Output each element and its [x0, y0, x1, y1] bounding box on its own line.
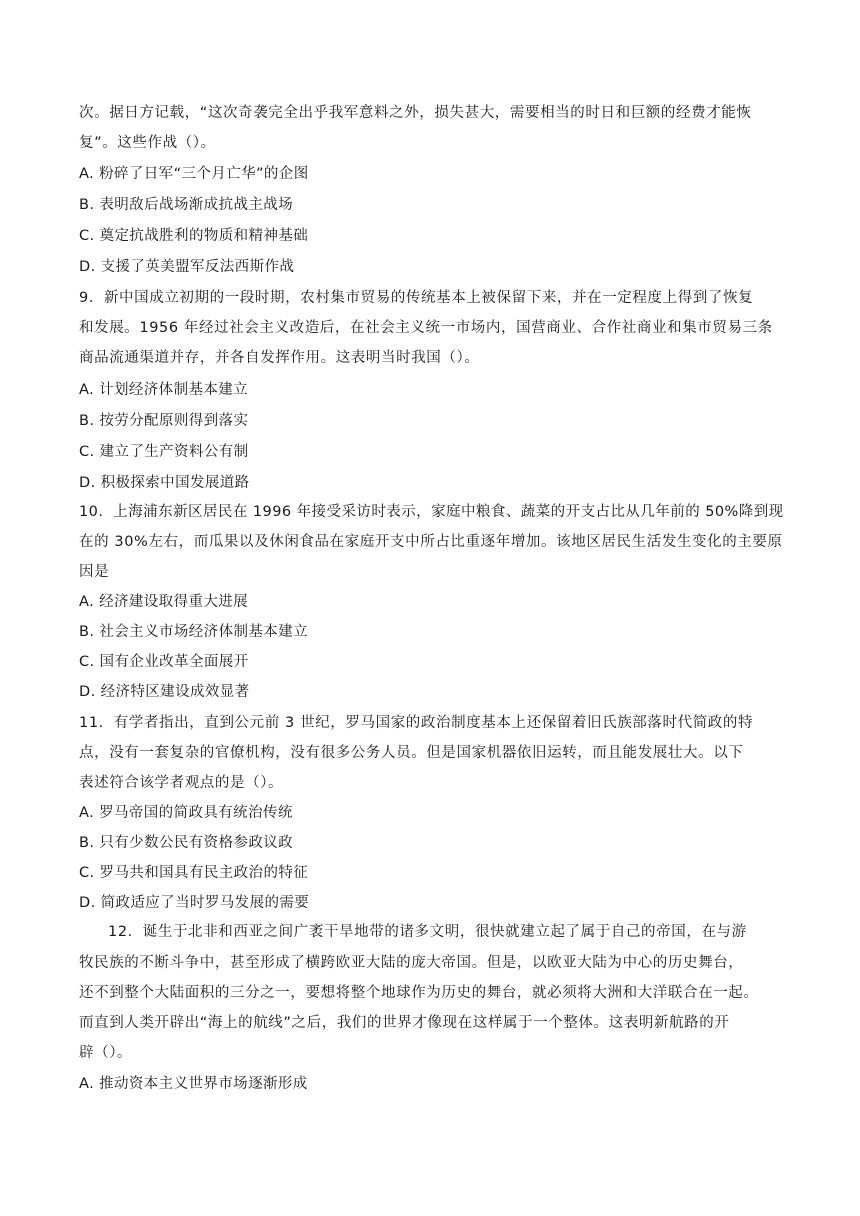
q12-option-a: A. 推动资本主义世界市场逐渐形成 — [79, 1076, 308, 1092]
q9-option-b: B. 按劳分配原则得到落实 — [79, 413, 249, 429]
q10-option-a: A. 经济建设取得重大进展 — [79, 594, 249, 610]
q11-option-a: A. 罗马帝国的简政具有统治传统 — [79, 805, 293, 821]
q10-option-c: C. 国有企业改革全面展开 — [79, 654, 249, 670]
q11-stem-line-2: 点，没有一套复杂的官僚机构，没有很多公务人员。但是国家机器依旧运转，而且能发展壮大。以下 — [79, 745, 744, 761]
q11-option-c: C. 罗马共和国具有民主政治的特征 — [79, 865, 309, 881]
q9-stem-line-2: 和发展。1956 年经过社会主义改造后，在社会主义统一市场内，国营商业、合作社商业和集市贸易三条 — [79, 320, 773, 336]
q9-option-d: D. 积极探索中国发展道路 — [79, 475, 250, 491]
q12-stem-line-2: 牧民族的不断斗争中，甚至形成了横跨欧亚大陆的庞大帝国。但是，以欧亚大陆为中心的历史舞台， — [79, 955, 744, 971]
q8-stem-line-1: 次。据日方记载，“这次奇袭完全出乎我军意料之外，损失甚大，需要相当的时日和巨额的经费才能恢 — [79, 105, 752, 121]
q9-stem-line-3: 商品流通渠道并存，并各自发挥作用。这表明当时我国（）。 — [79, 350, 480, 366]
q9-stem-line-1: 9．新中国成立初期的一段时期，农村集市贸易的传统基本上被保留下来，并在一定程度上得到了恢复 — [79, 290, 754, 306]
q11-stem-line-3: 表述符合该学者观点的是（）。 — [79, 775, 284, 791]
q11-stem-line-1: 11．有学者指出，直到公元前 3 世纪，罗马国家的政治制度基本上还保留着旧氏族部落时代简政的特 — [79, 715, 754, 731]
q12-stem-line-5: 辟（）。 — [79, 1045, 133, 1061]
q10-stem-line-3: 因是 — [79, 564, 110, 580]
q11-option-d: D. 简政适应了当时罗马发展的需要 — [79, 895, 310, 911]
q10-option-b: B. 社会主义市场经济体制基本建立 — [79, 624, 308, 640]
q10-option-d: D. 经济特区建设成效显著 — [79, 684, 250, 700]
q12-stem-line-1: 12．诞生于北非和西亚之间广袤干旱地带的诸多文明，很快就建立起了属于自己的帝国，在与游 — [108, 924, 747, 940]
q10-stem-line-2: 在的 30%左右，而瓜果以及休闲食品在家庭开支中所占比重逐年增加。该地区居民生活发生变化的主要原 — [79, 534, 783, 550]
q12-stem-line-4: 而直到人类开辟出“海上的航线”之后，我们的世界才像现在这样属于一个整体。这表明新航路的开 — [79, 1015, 730, 1031]
q9-option-a: A. 计划经济体制基本建立 — [79, 382, 249, 398]
q8-option-c: C. 奠定抗战胜利的物质和精神基础 — [79, 228, 309, 244]
q8-option-a: A. 粉碎了日军“三个月亡华”的企图 — [79, 166, 309, 182]
q8-stem-line-2: 复”。这些作战（）。 — [79, 135, 216, 151]
q10-stem-line-1: 10．上海浦东新区居民在 1996 年接受采访时表示，家庭中粮食、蔬菜的开支占比从几年前的 50%降到现 — [79, 504, 784, 520]
q8-option-b: B. 表明敌后战场渐成抗战主战场 — [79, 197, 294, 213]
q8-option-d: D. 支援了英美盟军反法西斯作战 — [79, 259, 295, 275]
q9-option-c: C. 建立了生产资料公有制 — [79, 444, 249, 460]
q12-stem-line-3: 还不到整个大陆面积的三分之一，要想将整个地球作为历史的舞台，就必须将大洲和大洋联合在一起。 — [79, 985, 759, 1001]
q11-option-b: B. 只有少数公民有资格参政议政 — [79, 835, 294, 851]
